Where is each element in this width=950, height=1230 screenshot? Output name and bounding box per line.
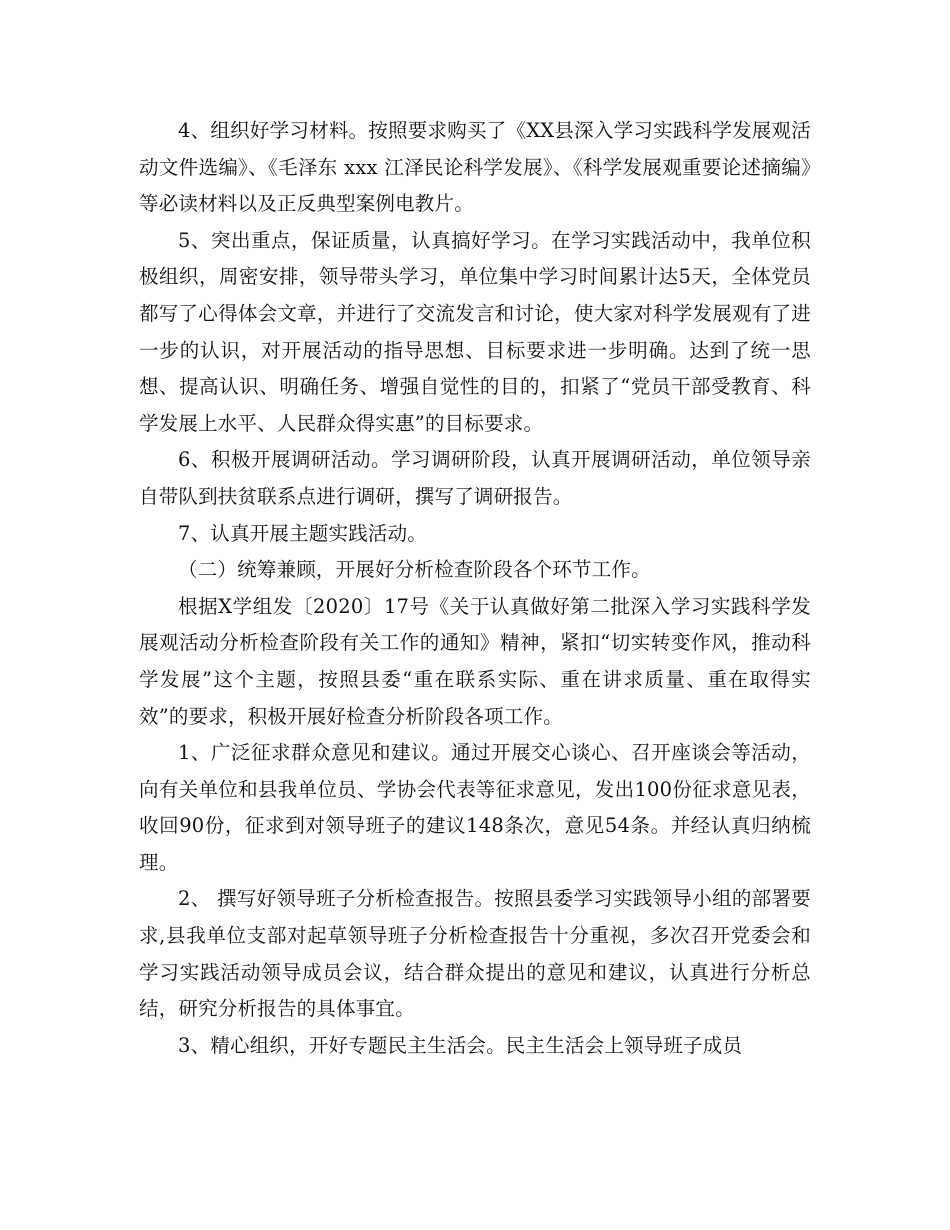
paragraph-item-3-meeting: 3、精心组织，开好专题民主生活会。民主生活会上领导班子成员 <box>178 1033 743 1057</box>
paragraph-item-6-research: 6、积极开展调研活动。学习调研阶段，认真开展调研活动，单位领导亲自带队到扶贫联系点进行调研，撰写了调研报告。 <box>139 448 811 508</box>
section-heading-analysis-stage: （二）统筹兼顾，开展好分析检查阶段各个环节工作。 <box>178 558 651 582</box>
paragraph-item-4-materials: 4、组织好学习材料。按照要求购买了《XX县深入学习实践科学发展观活动文件选编》、《毛泽东 xxx 江泽民论科学发展》、《科学发展观重要论述摘编》等必读材料以及正反典型案例电教片。 <box>139 119 811 216</box>
document-body <box>139 113 811 1064</box>
paragraph-item-1-opinions: 1、广泛征求群众意见和建议。通过开展交心谈心、召开座谈会等活动，向有关单位和县我单位员、学协会代表等征求意见，发出100份征求意见表，收回90份，征求到对领导班子的建议148条次，意见54条。并经认真归纳梳理。 <box>139 741 811 874</box>
paragraph-analysis-intro: 根据X学组发〔2020〕17号《关于认真做好第二批深入学习实践科学发展观活动分析检查阶段有关工作的通知》精神，紧扣“切实转变作风，推动科学发展”这个主题，按照县委“重在联系实际、重在讲求质量、重在取得实效”的要求，积极开展好检查分析阶段各项工作。 <box>139 594 811 728</box>
paragraph-item-2-report: 2、 撰写好领导班子分析检查报告。按照县委学习实践领导小组的部署要求,县我单位支部对起草领导班子分析检查报告十分重视，多次召开党委会和学习实践活动领导成员会议，结合群众提出的意见和建议，认真进行分析总结，研究分析报告的具体事宜。 <box>139 887 811 1021</box>
paragraph-item-7-practice: 7、认真开展主题实践活动。 <box>178 521 428 545</box>
paragraph-item-5-study: 5、突出重点，保证质量，认真搞好学习。在学习实践活动中，我单位积极组织，周密安排，领导带头学习，单位集中学习时间累计达5天，全体党员都写了心得体会文章，并进行了交流发言和讨论，使大家对科学发展观有了进一步的认识，对开展活动的指导思想、目标要求进一步明确。达到了统一思想、提高认识、明确任务、增强自觉性的目的，扣紧了“党员干部受教育、科学发展上水平、人民群众得实惠”的目标要求。 <box>139 228 811 435</box>
